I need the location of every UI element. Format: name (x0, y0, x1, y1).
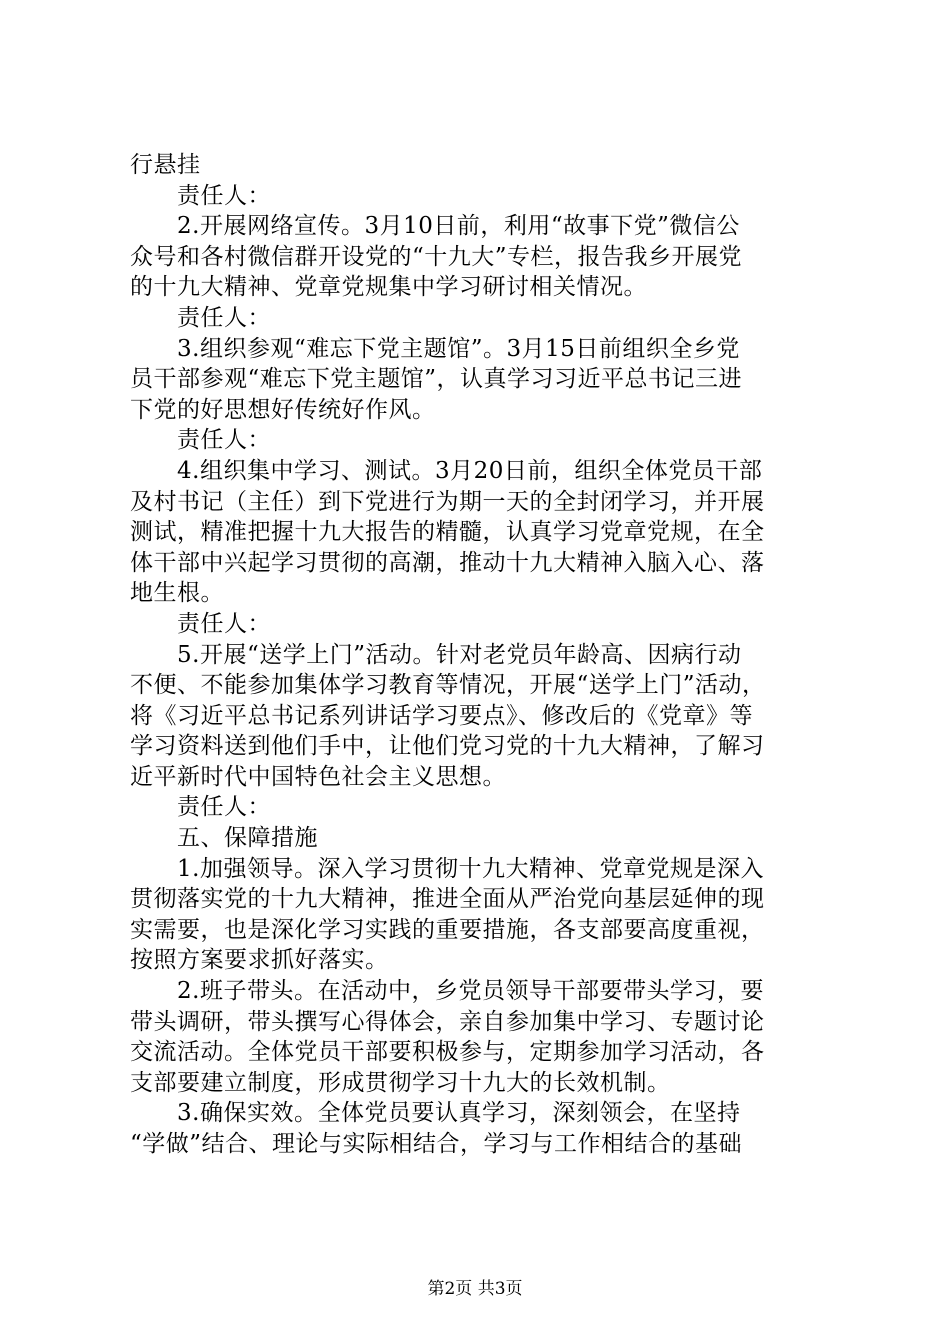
text-line: 责任人： (177, 610, 271, 637)
text-line: 3.确保实效。全体党员要认真学习，深刻领会，在坚持 (177, 1100, 741, 1127)
text-line: 带头调研，带头撰写心得体会，亲自参加集中学习、专题讨论 (130, 1008, 765, 1035)
text-line: 的十九大精神、党章党规集中学习研讨相关情况。 (130, 274, 647, 301)
text-line: 支部要建立制度，形成贯彻学习十九大的长效机制。 (130, 1069, 671, 1096)
text-line: 近平新时代中国特色社会主义思想。 (130, 763, 506, 790)
text-line: 2.开展网络宣传。3月10日前，利用“故事下党”微信公 (177, 213, 740, 240)
text-line: 交流活动。全体党员干部要积极参与，定期参加学习活动，各 (130, 1039, 765, 1066)
text-line: 4.组织集中学习、测试。3月20日前，组织全体党员干部 (177, 457, 763, 484)
text-line: “学做”结合、理论与实际相结合，学习与工作相结合的基础 (130, 1131, 743, 1157)
text-line: 3.组织参观“难忘下党主题馆”。3月15日前组织全乡党 (177, 335, 740, 362)
text-line: 2.班子带头。在活动中，乡党员领导干部要带头学习，要 (177, 978, 764, 1005)
text-line: 及村书记（主任）到下党进行为期一天的全封闭学习，并开展 (130, 488, 765, 515)
text-line: 行悬挂 (130, 152, 201, 178)
text-line: 众号和各村微信群开设党的“十九大”专栏，报告我乡开展党 (130, 243, 743, 270)
text-line: 贯彻落实党的十九大精神，推进全面从严治党向基层延伸的现 (130, 886, 765, 913)
text-line: 按照方案要求抓好落实。 (130, 947, 389, 974)
text-line: 员干部参观“难忘下党主题馆”，认真学习习近平总书记三进 (130, 366, 743, 393)
text-line: 地生根。 (130, 580, 224, 607)
document-body (130, 150, 830, 1160)
text-line: 责任人： (177, 427, 271, 454)
text-line: 测试，精准把握十九大报告的精髓，认真学习党章党规，在全 (130, 519, 765, 546)
text-line: 五、保障措施 (177, 825, 318, 852)
text-line: 5.开展“送学上门”活动。针对老党员年龄高、因病行动 (177, 641, 742, 668)
page-footer: 第2页 共3页 (427, 1279, 523, 1299)
text-line: 下党的好思想好传统好作风。 (130, 396, 436, 423)
text-line: 实需要，也是深化学习实践的重要措施，各支部要高度重视， (130, 916, 765, 943)
text-line: 将《习近平总书记系列讲话学习要点》、修改后的《党章》等 (130, 702, 753, 729)
text-line: 责任人： (177, 182, 271, 209)
text-line: 责任人： (177, 304, 271, 331)
text-line: 1.加强领导。深入学习贯彻十九大精神、党章党规是深入 (177, 855, 764, 882)
text-line: 学习资料送到他们手中，让他们党习党的十九大精神，了解习 (130, 733, 765, 760)
text-line: 不便、不能参加集体学习教育等情况，开展“送学上门”活动， (130, 672, 766, 699)
text-line: 责任人： (177, 794, 271, 821)
text-line: 体干部中兴起学习贯彻的高潮，推动十九大精神入脑入心、落 (130, 549, 765, 576)
